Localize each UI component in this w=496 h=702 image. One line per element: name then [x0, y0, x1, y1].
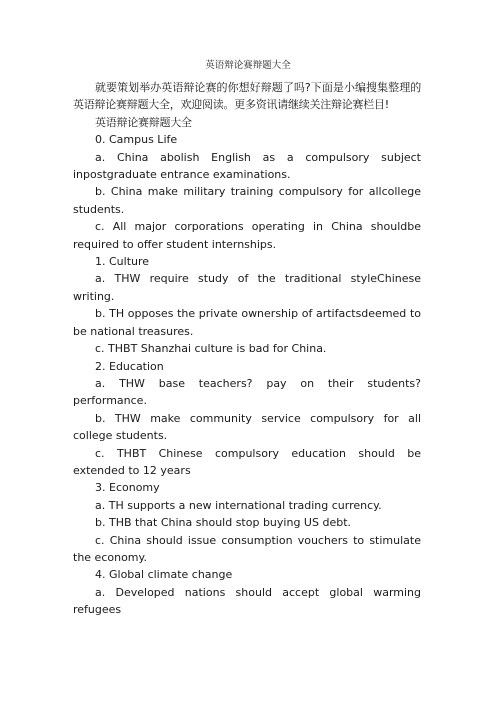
- motion-item: a. TH supports a new international trading currency.: [95, 498, 382, 512]
- motion-item: b. THW make community service compulsory for all college students.: [73, 411, 421, 443]
- motion-item: a. THW base teachers? pay on their students? performance.: [73, 376, 421, 408]
- motion-item: b. TH opposes the private ownership of artifactsdeemed to be national treasures.: [73, 307, 421, 338]
- section-heading: 英语辩论赛辩题大全: [95, 115, 192, 129]
- motion-item: b. THB that China should stop buying US debt.: [95, 516, 351, 530]
- motion-item: a. THW require study of the traditional styleChinese writing.: [73, 272, 421, 303]
- motion-item: c. THBT Shanzhai culture is bad for China.: [95, 342, 327, 356]
- motion-item: b. China make military training compulsory for allcollege students.: [73, 185, 421, 216]
- motion-item: a. China abolish English as a compulsory subject inpostgraduate entrance examinations.: [73, 150, 421, 182]
- topic-heading: 3. Economy: [95, 481, 160, 495]
- motion-item: c. THBT Chinese compulsory education should be extended to 12 years: [73, 446, 421, 477]
- topic-heading: 0. Campus Life: [95, 133, 178, 147]
- intro-paragraph: 就要策划举办英语辩论赛的你想好辩题了吗?下面是小编搜集整理的英语辩论赛辩题大全，欢迎阅读。更多资讯请继续关注辩论赛栏目!: [73, 81, 421, 112]
- topic-heading: 2. Education: [95, 359, 164, 373]
- document-body: [73, 79, 421, 619]
- topic-heading: 1. Culture: [95, 255, 150, 269]
- document-title: 英语辩论赛辩题大全: [205, 60, 291, 71]
- motion-item: c. China should issue consumption vouchers to stimulate the economy.: [73, 533, 421, 564]
- motion-item: c. All major corporations operating in China shouldbe required to offer student internships.: [73, 220, 421, 251]
- motion-item: a. Developed nations should accept global warming refugees: [73, 585, 421, 617]
- topic-heading: 4. Global climate change: [95, 568, 233, 582]
